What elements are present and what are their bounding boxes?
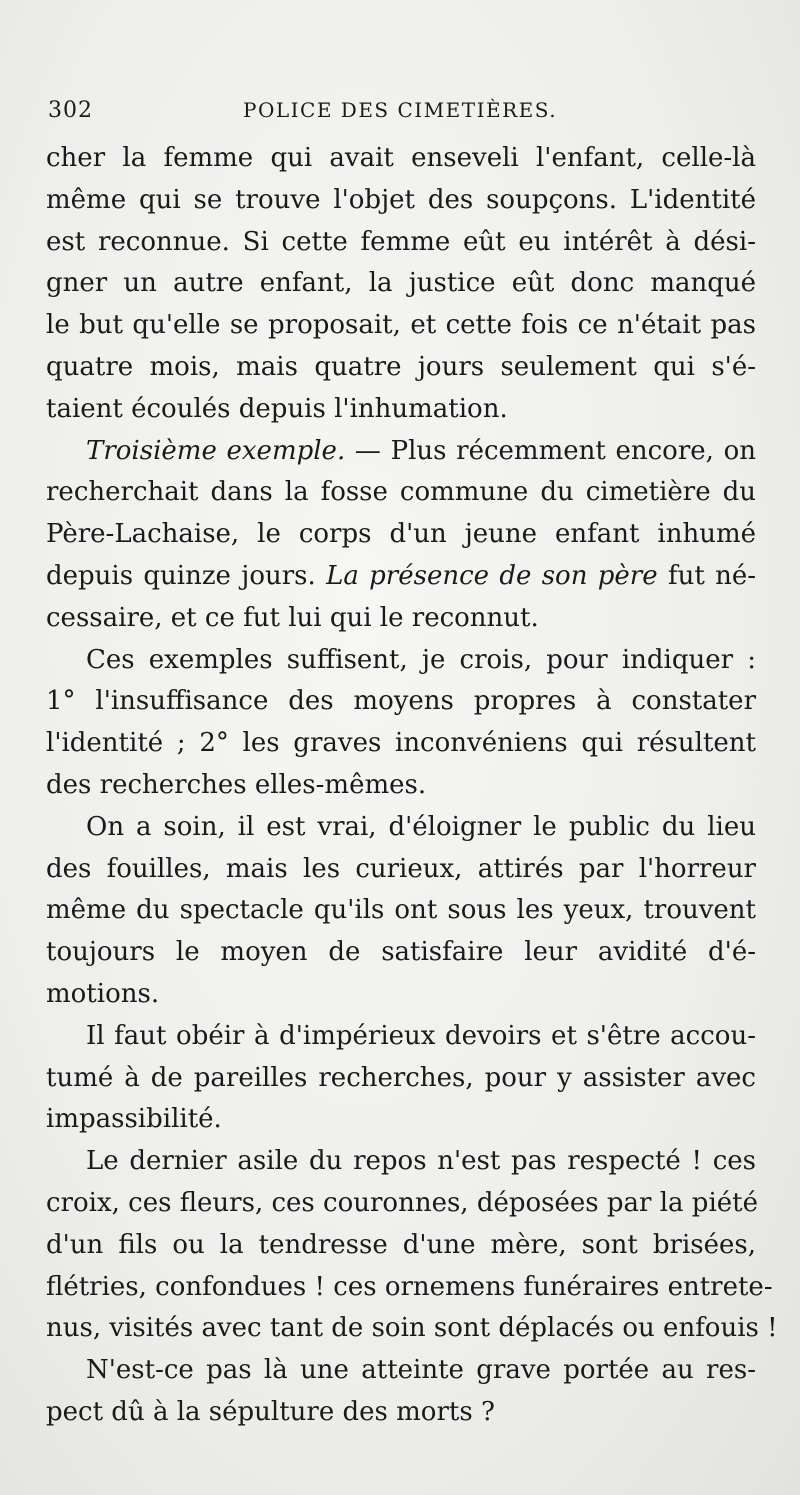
text-line: même du spectacle qu'ils ont sous les yeux, trouvent bbox=[46, 895, 756, 926]
text-line: gner un autre enfant, la justice eût donc manqué bbox=[46, 268, 756, 299]
page-header bbox=[48, 98, 748, 138]
text-line: flétries, confondues ! ces ornemens funéraires entrete- bbox=[46, 1271, 773, 1302]
text-line: Père-Lachaise, le corps d'un jeune enfant inhumé bbox=[46, 519, 756, 550]
running-title: POLICE DES CIMETIÈRES. bbox=[243, 98, 558, 122]
text-line: On a soin, il est vrai, d'éloigner le public du lieu bbox=[86, 811, 756, 842]
text-line: pect dû à la sépulture des morts ? bbox=[46, 1396, 495, 1427]
text-line: croix, ces fleurs, ces couronnes, déposées par la piété bbox=[46, 1187, 758, 1218]
text-line: Troisième exemple. — Plus récemment encore, on bbox=[86, 435, 757, 466]
text-line: quatre mois, mais quatre jours seulement qui s'é- bbox=[46, 351, 756, 382]
body-text bbox=[46, 138, 778, 1434]
text-line: d'un fils ou la tendresse d'une mère, sont brisées, bbox=[46, 1229, 756, 1260]
page-number: 302 bbox=[48, 98, 93, 123]
text-line: Le dernier asile du repos n'est pas respecté ! ces bbox=[86, 1146, 756, 1177]
text-line: est reconnue. Si cette femme eût eu intérêt à dési- bbox=[46, 226, 756, 257]
text-line: l'identité ; 2° les graves inconvéniens qui résultent bbox=[46, 728, 756, 759]
text-line: Il faut obéir à d'impérieux devoirs et s'être accou- bbox=[86, 1020, 756, 1051]
text-line: des recherches elles-mêmes. bbox=[46, 769, 427, 800]
text-line: recherchait dans la fosse commune du cimetière du bbox=[46, 477, 756, 508]
text-line: cher la femme qui avait enseveli l'enfant, celle-là bbox=[46, 143, 756, 173]
text-line: des fouilles, mais les curieux, attirés par l'horreur bbox=[46, 853, 756, 884]
text-line: 1° l'insuffisance des moyens propres à constater bbox=[46, 686, 756, 717]
text-line: impassibilité. bbox=[46, 1104, 222, 1135]
text-line: même qui se trouve l'objet des soupçons. L'identité bbox=[46, 184, 756, 215]
text-line: nus, visités avec tant de soin sont déplacés ou enfouis ! bbox=[46, 1313, 778, 1344]
text-line: depuis quinze jours. La présence de son père fut né- bbox=[46, 560, 756, 591]
text-line: toujours le moyen de satisfaire leur avidité d'é- bbox=[46, 937, 756, 968]
text-line: taient écoulés depuis l'inhumation. bbox=[46, 393, 508, 424]
text-line: tumé à de pareilles recherches, pour y assister avec bbox=[46, 1062, 756, 1093]
text-line: le but qu'elle se proposait, et cette fois ce n'était pas bbox=[46, 310, 756, 341]
text-line: motions. bbox=[46, 978, 160, 1009]
text-line: Ces exemples suffisent, je crois, pour indiquer : bbox=[86, 644, 756, 675]
text-line: cessaire, et ce fut lui qui le reconnut. bbox=[46, 602, 539, 633]
text-line: N'est-ce pas là une atteinte grave portée au res- bbox=[86, 1355, 756, 1386]
